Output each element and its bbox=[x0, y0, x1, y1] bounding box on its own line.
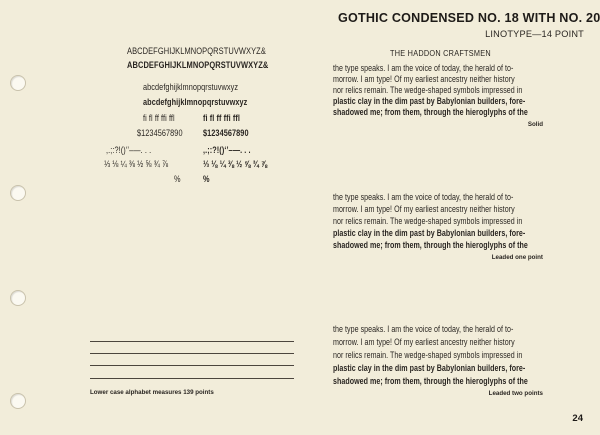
binder-hole-bottom bbox=[10, 393, 26, 409]
sample-line: shadowed me; from them, through the hieroglyphs of the bbox=[333, 376, 528, 387]
binder-hole-middle bbox=[10, 185, 26, 201]
sample-line: morrow. I am type! Of my earliest ancestry neither history bbox=[333, 337, 515, 348]
binder-hole-top bbox=[10, 75, 26, 91]
caps-bold: ABCDEFGHIJKLMNOPQRSTUVWXYZ& bbox=[127, 60, 269, 71]
fractions-bold: ⅓ ⅛ ¼ ⅜ ½ ⅝ ¾ ⅞ bbox=[203, 158, 268, 169]
sample-line: plastic clay in the dim past by Babylonian builders, fore- bbox=[333, 363, 526, 374]
leading-caption: Leaded two points bbox=[488, 390, 543, 397]
sample-line: nor relics remain. The wedge-shaped symbols impressed in bbox=[333, 85, 523, 96]
punctuation-regular: ,.;:?!()‘’–—. . . bbox=[106, 144, 152, 155]
page-subtitle: LINOTYPE—14 POINT bbox=[485, 29, 584, 39]
sample-line: morrow. I am type! Of my earliest ancestry neither history bbox=[333, 74, 515, 85]
figures-bold: $1234567890 bbox=[203, 127, 249, 138]
section-heading: THE HADDON CRAFTSMEN bbox=[390, 48, 491, 58]
percent-bold: % bbox=[203, 173, 210, 184]
sample-line: morrow. I am type! Of my earliest ancestry neither history bbox=[333, 204, 515, 215]
page-number: 24 bbox=[572, 413, 583, 424]
binder-hole-lower bbox=[10, 290, 26, 306]
sample-line: nor relics remain. The wedge-shaped symbols impressed in bbox=[333, 216, 523, 227]
lowercase-regular: abcdefghijklmnopqrstuvwxyz bbox=[143, 81, 239, 92]
sample-line: shadowed me; from them, through the hieroglyphs of the bbox=[333, 107, 528, 118]
ruled-line bbox=[90, 378, 294, 379]
fractions-regular: ⅓ ⅛ ¼ ⅜ ½ ⅝ ¾ ⅞ bbox=[104, 158, 169, 169]
sample-line: the type speaks. I am the voice of today, the herald of to- bbox=[333, 324, 514, 335]
ligatures-regular: fi fl ff ffi ffl bbox=[143, 112, 175, 123]
caps-regular: ABCDEFGHIJKLMNOPQRSTUVWXYZ& bbox=[127, 46, 266, 57]
sample-line: shadowed me; from them, through the hieroglyphs of the bbox=[333, 240, 528, 251]
punctuation-bold: ,.;:?!()‘’–—. . . bbox=[203, 144, 251, 155]
leading-caption: Solid bbox=[527, 121, 543, 128]
ligatures-bold: fi fl ff ffi ffl bbox=[203, 112, 240, 123]
page-title: GOTHIC CONDENSED NO. 18 WITH NO. 20 bbox=[338, 11, 600, 25]
sample-line: the type speaks. I am the voice of today, the herald of to- bbox=[333, 192, 514, 203]
percent-regular: % bbox=[174, 173, 181, 184]
figures-regular: $1234567890 bbox=[137, 127, 183, 138]
ruled-line bbox=[90, 341, 294, 342]
ruled-line bbox=[90, 353, 294, 354]
sample-line: plastic clay in the dim past by Babylonian builders, fore- bbox=[333, 96, 526, 107]
ruled-line bbox=[90, 365, 294, 366]
sample-line: nor relics remain. The wedge-shaped symbols impressed in bbox=[333, 350, 523, 361]
leading-caption: Leaded one point bbox=[491, 254, 543, 261]
sample-line: the type speaks. I am the voice of today, the herald of to- bbox=[333, 63, 514, 74]
sample-line: plastic clay in the dim past by Babylonian builders, fore- bbox=[333, 228, 526, 239]
lowercase-bold: abcdefghijklmnopqrstuvwxyz bbox=[143, 96, 248, 107]
measurement-note: Lower case alphabet measures 139 points bbox=[90, 389, 214, 396]
